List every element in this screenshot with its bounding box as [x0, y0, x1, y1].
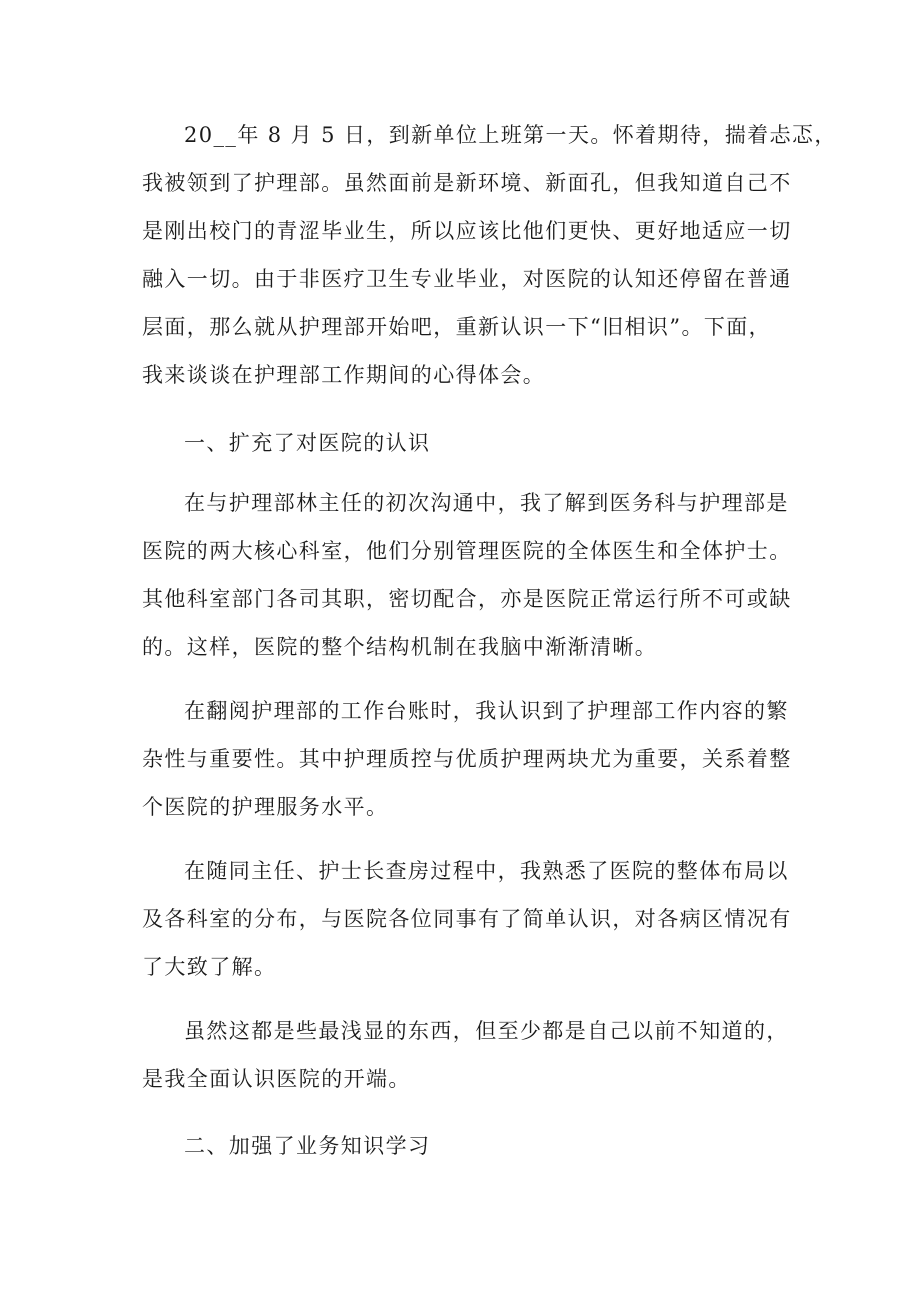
paragraph-line: 我被领到了护理部。虽然面前是新环境、新面孔，但我知道自己不	[142, 171, 792, 195]
paragraph-line: 在随同主任、护士长查房过程中，我熟悉了医院的整体布局以	[184, 859, 789, 883]
paragraph-line: 层面，那么就从护理部开始吧，重新认识一下“旧相识”。下面，	[142, 315, 772, 339]
section-heading-1: 一、扩充了对医院的认识	[184, 431, 431, 455]
section-heading-2: 二、加强了业务知识学习	[184, 1134, 431, 1158]
paragraph-line: 及各科室的分布，与医院各位同事有了简单认识，对各病区情况有	[142, 907, 792, 931]
paragraph-line: 医院的两大核心科室，他们分别管理医院的全体医生和全体护士。	[142, 539, 792, 563]
paragraph-line: 的。这样，医院的整个结构机制在我脑中渐渐清晰。	[142, 635, 658, 659]
paragraph-line: 在与护理部林主任的初次沟通中，我了解到医务科与护理部是	[184, 491, 789, 515]
paragraph-line: 我来谈谈在护理部工作期间的心得体会。	[142, 363, 546, 387]
paragraph-line: 是我全面认识医院的开端。	[142, 1067, 411, 1091]
paragraph-line: 虽然这都是些最浅显的东西，但至少都是自己以前不知道的，	[184, 1019, 789, 1043]
paragraph-line: 个医院的护理服务水平。	[142, 795, 389, 819]
paragraph-line: 融入一切。由于非医疗卫生专业毕业，对医院的认知还停留在普通	[142, 267, 792, 291]
paragraph-line: 杂性与重要性。其中护理质控与优质护理两块尤为重要，关系着整	[142, 747, 792, 771]
paragraph-line: 了大致了解。	[142, 955, 277, 979]
paragraph-line: 20__年 8 月 5 日，到新单位上班第一天。怀着期待，揣着忐忑，	[184, 123, 837, 147]
paragraph-line: 是刚出校门的青涩毕业生，所以应该比他们更快、更好地适应一切	[142, 219, 792, 243]
paragraph-line: 其他科室部门各司其职，密切配合，亦是医院正常运行所不可或缺	[142, 587, 792, 611]
paragraph-line: 在翻阅护理部的工作台账时，我认识到了护理部工作内容的繁	[184, 699, 789, 723]
